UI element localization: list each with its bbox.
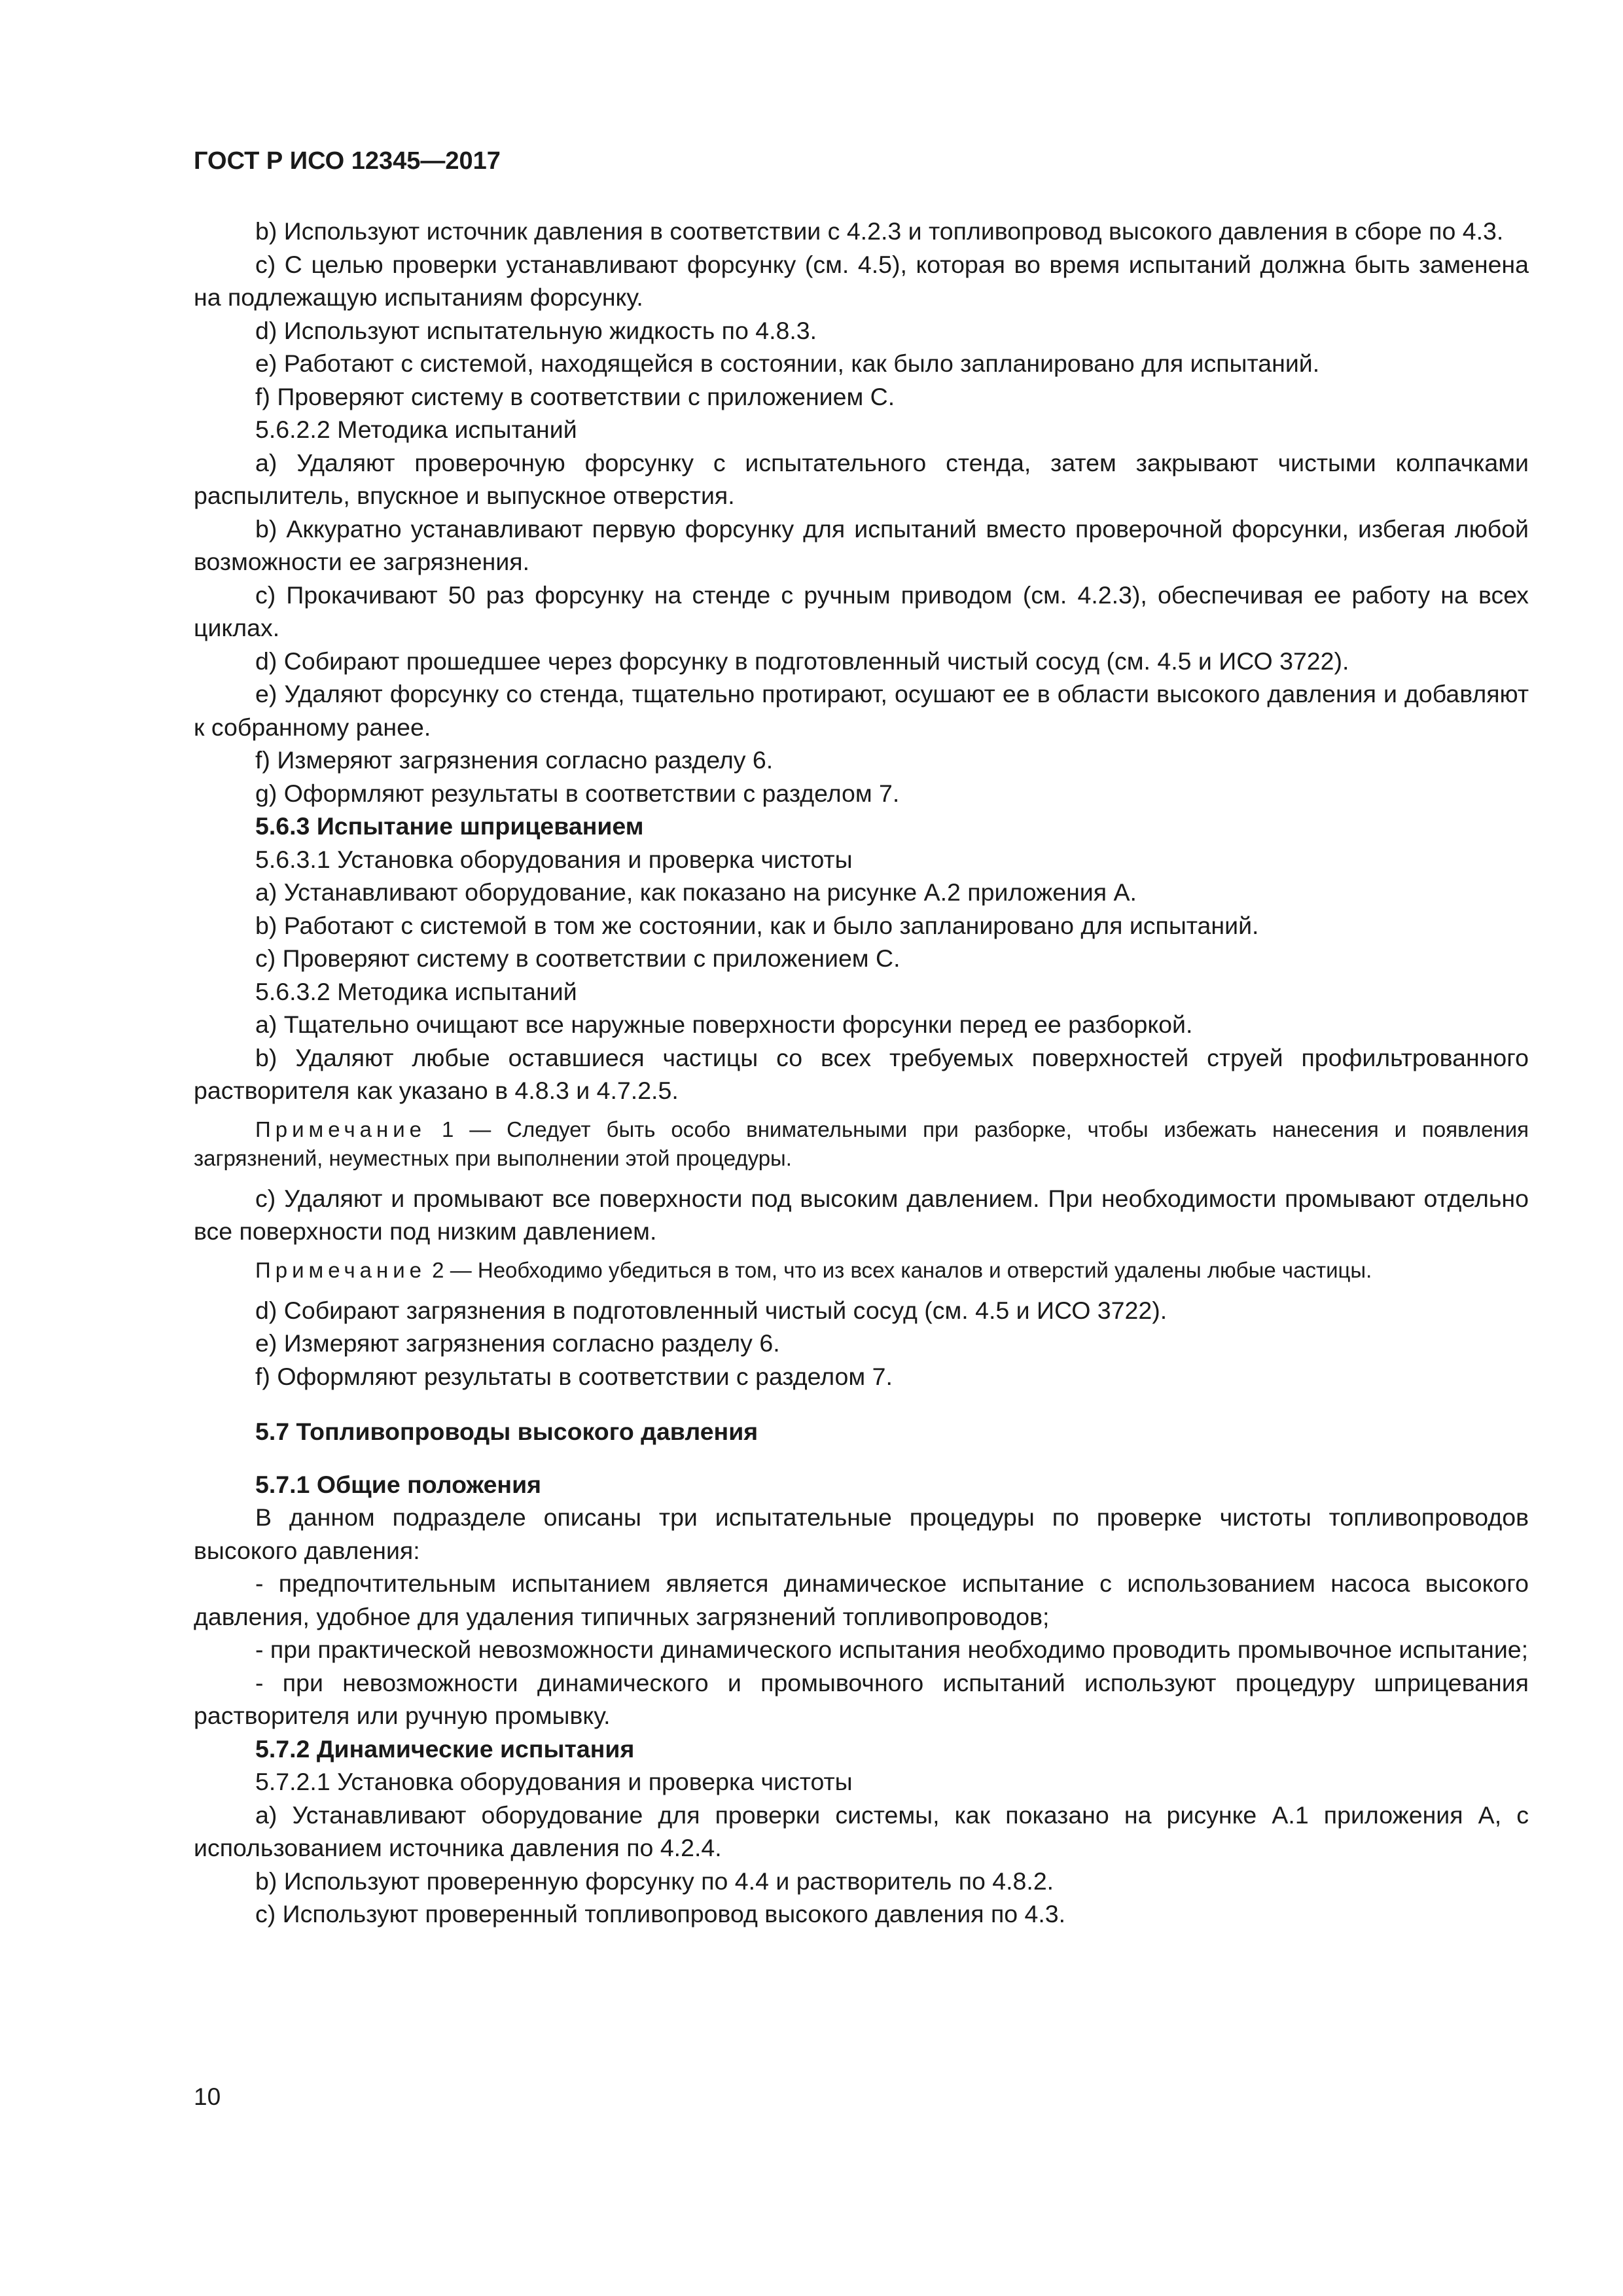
paragraph: b) Удаляют любые оставшиеся частицы со всех требуемых поверхностей струей профильтрованного растворителя как указано в 4.8.3 и 4.7.2.5. xyxy=(194,1043,1529,1104)
paragraph: c) Удаляют и промывают все поверхности под высоким давлением. При необходимости промывают отдельно все поверхности под низким давлением. xyxy=(194,1184,1529,1245)
paragraph: f) Измеряют загрязнения согласно разделу 6. xyxy=(255,746,774,774)
paragraph: d) Используют испытательную жидкость по 4.8.3. xyxy=(255,316,817,344)
paragraph: b) Работают с системой в том же состоянии, как и было запланировано для испытаний. xyxy=(255,911,1259,939)
paragraph: d) Собирают прошедшее через форсунку в подготовленный чистый сосуд (см. 4.5 и ИСО 3722). xyxy=(255,647,1349,675)
page-number: 10 xyxy=(194,2083,221,2110)
note-label: Примечание xyxy=(255,1117,427,1141)
paragraph: c) Используют проверенный топливопровод высокого давления по 4.3. xyxy=(255,1900,1066,1928)
section-heading-5-7: 5.7 Топливопроводы высокого давления xyxy=(255,1418,758,1445)
paragraph: c) Прокачивают 50 раз форсунку на стенде с ручным приводом (см. 4.2.3), обеспечивая ее работу на всех циклах. xyxy=(194,581,1529,641)
list-item: - при невозможности динамического и промывочного испытаний используют процедуру шприцевания растворителя или ручную промывку. xyxy=(194,1668,1529,1729)
paragraph: f) Проверяют систему в соответствии с приложением С. xyxy=(255,382,895,410)
subsection-heading: 5.7.2.1 Установка оборудования и проверка чистоты xyxy=(255,1768,853,1795)
paragraph: f) Оформляют результаты в соответствии с разделом 7. xyxy=(255,1362,893,1390)
note-label: Примечание xyxy=(255,1257,427,1282)
paragraph: a) Устанавливают оборудование, как показано на рисунке А.2 приложения А. xyxy=(255,878,1137,906)
section-heading-5-6-3: 5.6.3 Испытание шприцеванием xyxy=(255,812,644,840)
paragraph: e) Работают с системой, находящейся в состоянии, как было запланировано для испытаний. xyxy=(255,350,1320,377)
list-item: - предпочтительным испытанием является динамическое испытание с использованием насоса высокого давления, удобное для удаления типичных загрязнений топливопроводов; xyxy=(194,1570,1529,1630)
note-text: 1 — Следует быть особо внимательными при разборке, чтобы избежать нанесения и появления загрязнений, неуместных при выполнении этой процедуры. xyxy=(194,1117,1529,1170)
paragraph: b) Используют проверенную форсунку по 4.4 и растворитель по 4.8.2. xyxy=(255,1867,1054,1895)
note-2 xyxy=(194,1256,1529,1285)
document-header: ГОСТ Р ИСО 12345—2017 xyxy=(194,147,501,175)
document-page xyxy=(194,144,1529,1931)
paragraph: a) Устанавливают оборудование для проверки системы, как показано на рисунке А.1 приложения А, с использованием источника давления по 4.2.4. xyxy=(194,1801,1529,1861)
subsection-heading: 5.6.2.2 Методика испытаний xyxy=(255,416,577,443)
subsection-heading: 5.6.3.2 Методика испытаний xyxy=(255,977,577,1005)
paragraph: a) Удаляют проверочную форсунку с испытательного стенда, затем закрывают чистыми колпачками распылитель, впускное и выпускное отверстия. xyxy=(194,448,1529,509)
note-text: 2 — Необходимо убедиться в том, что из всех каналов и отверстий удалены любые частицы. xyxy=(426,1257,1372,1282)
paragraph: e) Удаляют форсунку со стенда, тщательно протирают, осушают ее в области высокого давления и добавляют к собранному ранее. xyxy=(194,680,1529,741)
paragraph: a) Тщательно очищают все наружные поверхности форсунки перед ее разборкой. xyxy=(255,1011,1193,1038)
paragraph: b) Аккуратно устанавливают первую форсунку для испытаний вместо проверочной форсунки, избегая любой возможности ее загрязнения. xyxy=(194,514,1529,575)
subsection-heading: 5.6.3.1 Установка оборудования и проверка чистоты xyxy=(255,845,853,873)
section-heading-5-7-1: 5.7.1 Общие положения xyxy=(255,1470,542,1498)
paragraph: e) Измеряют загрязнения согласно разделу 6. xyxy=(255,1329,780,1357)
paragraph: c) С целью проверки устанавливают форсунку (см. 4.5), которая во время испытаний должна быть заменена на подлежащую испытаниям форсунку. xyxy=(194,250,1529,311)
paragraph: В данном подразделе описаны три испытательные процедуры по проверке чистоты топливопроводов высокого давления: xyxy=(194,1503,1529,1564)
paragraph: d) Собирают загрязнения в подготовленный чистый сосуд (см. 4.5 и ИСО 3722). xyxy=(255,1296,1168,1324)
paragraph: g) Оформляют результаты в соответствии с разделом 7. xyxy=(255,779,900,807)
section-heading-5-7-2: 5.7.2 Динамические испытания xyxy=(255,1734,635,1763)
paragraph: b) Используют источник давления в соответствии с 4.2.3 и топливопровод высокого давления в сборе по 4.3. xyxy=(255,217,1504,245)
list-item: - при практической невозможности динамического испытания необходимо проводить промывочное испытание; xyxy=(255,1636,1529,1663)
paragraph: c) Проверяют систему в соответствии с приложением С. xyxy=(255,944,901,972)
note-1 xyxy=(194,1115,1529,1173)
